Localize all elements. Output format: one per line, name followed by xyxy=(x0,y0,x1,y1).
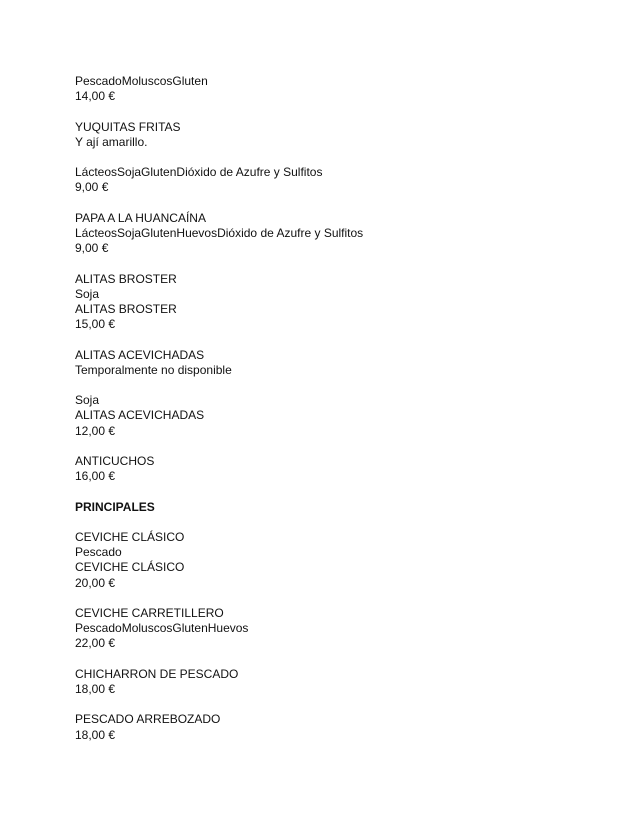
allergens-text: Soja xyxy=(75,393,100,408)
section-heading: PRINCIPALES xyxy=(75,499,155,514)
allergens-text: LácteosSojaGlutenHuevosDióxido de Azufre y Sulfitos xyxy=(75,225,364,240)
price-text: 15,00 € xyxy=(75,317,116,332)
dish-name: YUQUITAS FRITAS xyxy=(75,119,181,134)
dish-name: ANTICUCHOS xyxy=(75,453,155,468)
allergens-text: Soja xyxy=(75,286,100,301)
price-text: 16,00 € xyxy=(75,469,116,484)
menu-item-block xyxy=(75,606,595,652)
allergens-text: LácteosSojaGlutenDióxido de Azufre y Sulfitos xyxy=(75,165,323,180)
menu-item-block xyxy=(75,667,595,697)
menu-item-block xyxy=(75,530,595,591)
menu-item-block xyxy=(75,393,595,439)
price-text: 12,00 € xyxy=(75,423,116,438)
section-heading-block xyxy=(75,500,595,515)
dish-name: CEVICHE CARRETILLERO xyxy=(75,605,224,620)
price-text: 18,00 € xyxy=(75,727,116,742)
menu-item-block xyxy=(75,165,595,195)
dish-name: CHICHARRON DE PESCADO xyxy=(75,666,239,681)
allergens-text: PescadoMoluscosGluten xyxy=(75,74,208,88)
dish-name: CEVICHE CLÁSICO xyxy=(75,560,185,575)
availability-text: Temporalmente no disponible xyxy=(75,362,232,377)
dish-description: Y ají amarillo. xyxy=(75,134,148,149)
price-text: 20,00 € xyxy=(75,575,116,590)
menu-item-block xyxy=(75,74,595,104)
dish-name: ALITAS BROSTER xyxy=(75,271,177,286)
price-text: 14,00 € xyxy=(75,89,116,104)
menu-item-block xyxy=(75,272,595,333)
allergens-text: Pescado xyxy=(75,545,122,560)
price-text: 22,00 € xyxy=(75,636,116,651)
price-text: 9,00 € xyxy=(75,241,109,256)
menu-item-block xyxy=(75,454,595,484)
dish-name: CEVICHE CLÁSICO xyxy=(75,529,185,544)
menu-document xyxy=(75,74,595,743)
dish-name: PAPA A LA HUANCAÍNA xyxy=(75,210,206,225)
dish-name: PESCADO ARREBOZADO xyxy=(75,712,221,727)
menu-item-block xyxy=(75,348,595,378)
allergens-text: PescadoMoluscosGlutenHuevos xyxy=(75,621,249,636)
price-text: 18,00 € xyxy=(75,681,116,696)
price-text: 9,00 € xyxy=(75,180,109,195)
dish-name: ALITAS ACEVICHADAS xyxy=(75,408,205,423)
dish-name: ALITAS BROSTER xyxy=(75,301,177,316)
menu-item-block xyxy=(75,712,595,742)
dish-name: ALITAS ACEVICHADAS xyxy=(75,347,205,362)
menu-item-block xyxy=(75,211,595,257)
menu-item-block xyxy=(75,120,595,150)
